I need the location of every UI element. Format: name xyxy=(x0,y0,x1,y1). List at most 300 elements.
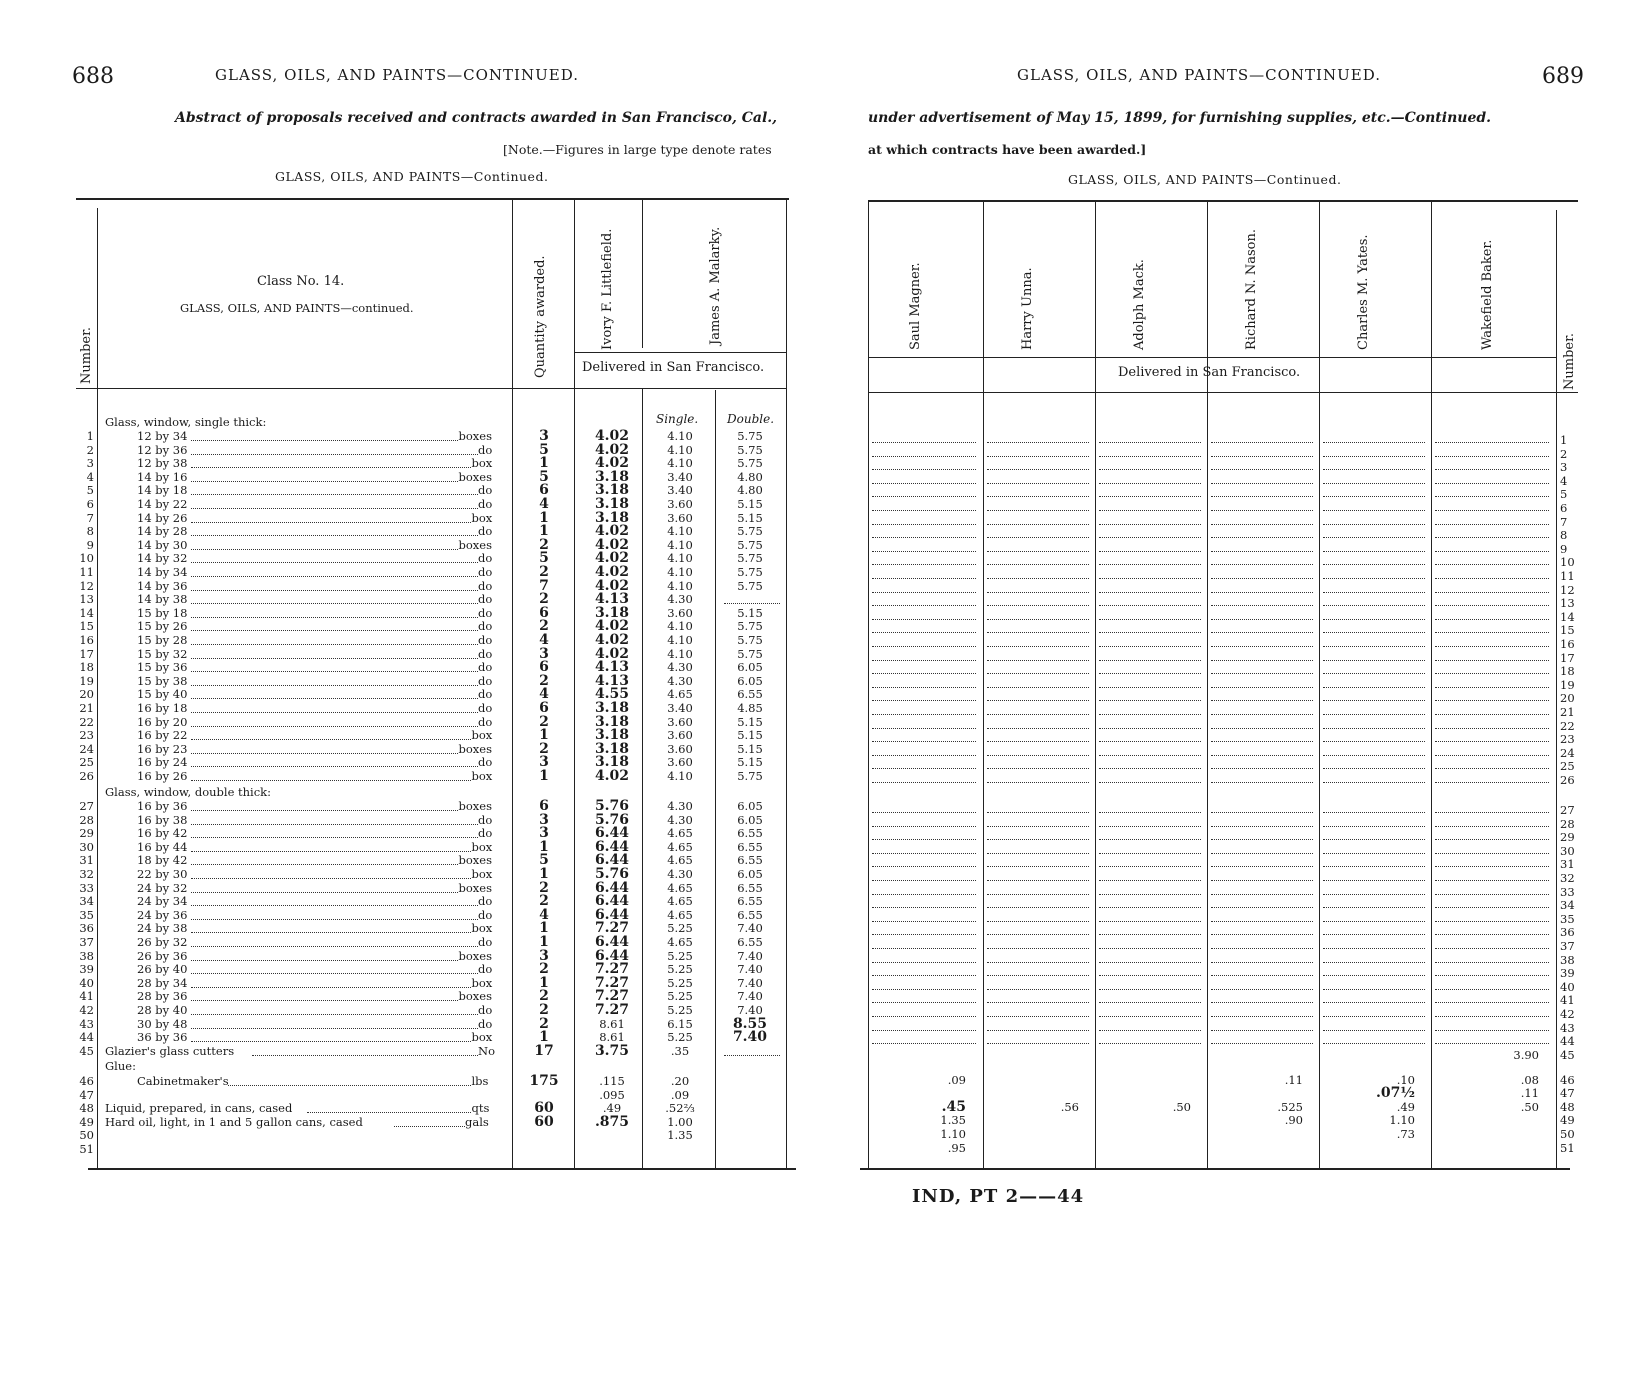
row-single: 4.65 xyxy=(667,907,693,922)
empty-dots xyxy=(1099,962,1201,963)
empty-dots xyxy=(1323,866,1425,867)
empty-dots xyxy=(1099,1016,1201,1017)
row-number: 10 xyxy=(1560,555,1575,570)
leader-dots xyxy=(191,481,459,482)
row-number: 40 xyxy=(1560,979,1575,994)
empty-dots xyxy=(1099,866,1201,867)
empty-dots xyxy=(1435,921,1549,922)
leader-dots xyxy=(191,658,478,659)
empty-dots xyxy=(1435,537,1549,538)
row-littlefield: .49 xyxy=(602,1101,622,1116)
row-single: 4.65 xyxy=(667,853,693,868)
empty-dots xyxy=(1323,934,1425,935)
empty-dots xyxy=(1211,921,1313,922)
empty-dots xyxy=(872,975,976,976)
row-littlefield: 4.13 xyxy=(594,672,630,689)
empty-dots xyxy=(1211,714,1313,715)
empty-dots xyxy=(987,605,1089,606)
row-unit: lbs xyxy=(471,1074,489,1088)
empty-dots xyxy=(872,578,976,579)
row-number: 50 xyxy=(79,1128,94,1143)
bid-value: .49 xyxy=(1396,1099,1415,1114)
row-item: 24 by 32 xyxy=(137,880,188,895)
empty-dots xyxy=(1099,782,1201,783)
row-item: 15 by 36 xyxy=(137,660,188,675)
row-quantity: 60 xyxy=(534,1100,554,1117)
empty-dots xyxy=(1435,700,1549,701)
leader-dots xyxy=(191,603,478,604)
row-number: 30 xyxy=(79,839,94,854)
row-number: 45 xyxy=(79,1043,94,1058)
row-quantity: 2 xyxy=(539,879,549,896)
row-item: 12 by 38 xyxy=(137,456,188,471)
row-unit: do xyxy=(478,633,493,647)
row-number: 13 xyxy=(79,592,94,607)
empty-dots xyxy=(872,1030,976,1031)
row-number: 45 xyxy=(1560,1047,1575,1062)
row-littlefield: 6.44 xyxy=(594,852,630,869)
row-double: 5.75 xyxy=(737,619,763,634)
empty-dots xyxy=(872,839,976,840)
empty-dots xyxy=(1435,907,1549,908)
row-item: 18 by 42 xyxy=(137,853,188,868)
empty-dots xyxy=(872,537,976,538)
row-single: 3.40 xyxy=(667,469,693,484)
row-unit: No xyxy=(478,1043,495,1058)
row-single: 4.10 xyxy=(667,442,693,457)
empty-dots xyxy=(872,456,976,457)
leader-dots xyxy=(191,549,459,550)
row-item: 14 by 22 xyxy=(137,497,188,511)
row-unit: do xyxy=(478,483,493,498)
empty-dots xyxy=(872,660,976,661)
bid-value: .11 xyxy=(1284,1072,1303,1087)
bid-value: .50 xyxy=(1172,1099,1191,1114)
empty-dots xyxy=(872,1043,976,1044)
row-littlefield: 4.02 xyxy=(594,768,630,784)
row-number: 51 xyxy=(1560,1140,1575,1155)
row-double: 6.05 xyxy=(737,660,763,675)
right-col-rule-5 xyxy=(1431,200,1432,1168)
row-number: 7 xyxy=(1560,514,1568,529)
row-single: 3.60 xyxy=(667,605,693,620)
bidder-header: Charles M. Yates. xyxy=(1356,234,1371,350)
empty-dots xyxy=(1099,853,1201,854)
empty-dots xyxy=(1323,632,1425,633)
empty-dots xyxy=(1211,934,1313,935)
row-single: 4.10 xyxy=(667,551,693,566)
empty-dots xyxy=(1323,578,1425,579)
empty-dots xyxy=(1435,456,1549,457)
empty-dots xyxy=(1435,934,1549,935)
row-number: 48 xyxy=(79,1101,94,1116)
row-number: 30 xyxy=(1560,843,1575,858)
left-bottom-rule xyxy=(88,1168,796,1170)
row-quantity: 4 xyxy=(539,632,549,648)
empty-dots xyxy=(1211,673,1313,674)
row-littlefield: 3.18 xyxy=(594,496,630,512)
row-littlefield: 6.44 xyxy=(594,879,630,896)
row-single: 4.65 xyxy=(667,880,693,895)
empty-dots xyxy=(1323,714,1425,715)
row-unit: do xyxy=(478,592,493,607)
row-double: 4.80 xyxy=(737,469,763,484)
empty-dots xyxy=(1435,714,1549,715)
row-double: 5.75 xyxy=(737,456,763,471)
empty-dots xyxy=(1435,989,1549,990)
leader-dots xyxy=(191,562,478,563)
row-unit: box xyxy=(471,839,493,854)
empty-dots xyxy=(1435,605,1549,606)
row-single: 3.60 xyxy=(667,741,693,756)
row-item: 30 by 48 xyxy=(137,1016,188,1031)
row-number: 17 xyxy=(1560,650,1575,665)
empty-dots xyxy=(987,812,1089,813)
row-double: 7.40 xyxy=(737,921,763,936)
row-number: 8 xyxy=(1560,528,1568,543)
row-single: 4.10 xyxy=(667,565,693,579)
empty-dots xyxy=(1099,632,1201,633)
bidder-header: Saul Magner. xyxy=(908,262,923,350)
empty-dots xyxy=(1099,537,1201,538)
row-number: 6 xyxy=(86,497,94,511)
empty-dots xyxy=(1323,755,1425,756)
row-quantity: 1 xyxy=(539,509,549,526)
row-number: 22 xyxy=(79,714,94,729)
empty-dots xyxy=(987,673,1089,674)
row-unit: do xyxy=(478,1003,493,1017)
class-label: Class No. 14. xyxy=(257,274,345,289)
empty-dots xyxy=(1435,880,1549,881)
row-unit: boxes xyxy=(458,799,492,813)
left-col-rule-4b xyxy=(642,388,643,1168)
empty-dots xyxy=(1435,510,1549,511)
row-quantity: 175 xyxy=(529,1073,559,1089)
empty-dots xyxy=(872,687,976,688)
row-double: 5.15 xyxy=(737,714,763,729)
row-single: 3.60 xyxy=(667,728,693,743)
row-littlefield: 3.18 xyxy=(594,713,630,730)
row-number: 27 xyxy=(1560,803,1575,817)
empty-dots xyxy=(987,768,1089,769)
empty-dots xyxy=(1211,728,1313,729)
leader-dots xyxy=(191,467,472,468)
empty-dots xyxy=(1435,592,1549,593)
row-number: 36 xyxy=(1560,925,1575,940)
row-single: 4.10 xyxy=(667,429,693,443)
empty-dots xyxy=(1211,1016,1313,1017)
empty-dots xyxy=(987,592,1089,593)
row-number: 18 xyxy=(79,660,94,675)
row-single: 4.65 xyxy=(667,687,693,702)
row-number: 51 xyxy=(79,1142,94,1156)
empty-dots xyxy=(872,1002,976,1003)
row-single: 4.30 xyxy=(667,660,693,675)
row-double: 5.15 xyxy=(737,605,763,620)
row-unit: boxes xyxy=(458,537,492,552)
left-top-rule xyxy=(76,198,789,200)
row-number: 16 xyxy=(79,633,94,647)
empty-dots xyxy=(1099,812,1201,813)
row-item: 15 by 18 xyxy=(137,605,188,620)
row-quantity: 2 xyxy=(539,713,549,730)
empty-dots xyxy=(1435,483,1549,484)
empty-dots xyxy=(1435,524,1549,525)
row-unit: boxes xyxy=(458,469,492,484)
empty-dots xyxy=(1211,456,1313,457)
row-number: 29 xyxy=(1560,830,1575,845)
row-number: 12 xyxy=(1560,582,1575,597)
empty-dots xyxy=(872,673,976,674)
row-unit: box xyxy=(471,728,493,743)
row-item: 24 by 36 xyxy=(137,907,188,922)
empty-dots xyxy=(987,700,1089,701)
empty-dots xyxy=(1099,934,1201,935)
row-single: 3.60 xyxy=(667,755,693,770)
row-number: 17 xyxy=(79,646,94,661)
empty-dots xyxy=(1211,578,1313,579)
row-number: 39 xyxy=(79,962,94,977)
empty-dots xyxy=(1211,496,1313,497)
row-number: 11 xyxy=(1560,569,1575,583)
empty-dots xyxy=(987,839,1089,840)
empty-dots xyxy=(1211,537,1313,538)
empty-dots xyxy=(1099,483,1201,484)
empty-dots xyxy=(1323,564,1425,565)
leader-dots xyxy=(191,712,478,713)
empty-dots xyxy=(872,989,976,990)
empty-dots xyxy=(987,646,1089,647)
row-number: 43 xyxy=(1560,1020,1575,1035)
row-number: 9 xyxy=(1560,541,1568,556)
row-littlefield: 6.44 xyxy=(594,838,630,855)
row-quantity: 1 xyxy=(539,934,549,950)
leader-dots xyxy=(191,671,478,672)
group-heading: Glass, window, single thick: xyxy=(105,415,267,429)
row-single: 4.30 xyxy=(667,799,693,813)
row-littlefield: 4.13 xyxy=(594,659,630,676)
right-col-rule-0 xyxy=(868,200,869,1168)
row-item: 16 by 22 xyxy=(137,728,188,743)
empty-dots xyxy=(1211,592,1313,593)
row-item: 14 by 28 xyxy=(137,524,188,539)
row-double: 5.75 xyxy=(737,429,763,443)
row-single: 5.25 xyxy=(667,921,693,936)
empty-dots xyxy=(1099,687,1201,688)
row-number: 12 xyxy=(79,578,94,593)
row-number: 1 xyxy=(86,429,94,443)
row-littlefield: 5.76 xyxy=(594,798,630,814)
leader-dots xyxy=(191,535,478,536)
empty-dots xyxy=(872,496,976,497)
leader-dots xyxy=(191,617,478,618)
row-item: 26 by 32 xyxy=(137,935,188,949)
bidder-littlefield: Ivory F. Littlefield. xyxy=(600,228,615,350)
leader-dots xyxy=(191,630,478,631)
row-quantity: 3 xyxy=(539,811,549,828)
bid-value: .90 xyxy=(1284,1113,1303,1128)
empty-dots xyxy=(1435,1043,1549,1044)
row-double: 5.75 xyxy=(737,442,763,457)
row-quantity: 1 xyxy=(539,455,549,472)
number-header-left: Number. xyxy=(79,326,94,384)
bid-value: .07½ xyxy=(1376,1085,1415,1102)
row-double: 5.75 xyxy=(737,633,763,647)
row-number: 49 xyxy=(1560,1113,1575,1128)
row-unit: boxes xyxy=(458,880,492,895)
delivered-left: Delivered in San Francisco. xyxy=(582,360,765,375)
row-quantity: 2 xyxy=(539,893,549,910)
row-littlefield: 4.02 xyxy=(594,618,630,635)
row-quantity: 4 xyxy=(539,906,549,923)
empty-dots xyxy=(1211,948,1313,949)
empty-dots xyxy=(1323,826,1425,827)
leader-dots xyxy=(191,892,459,893)
row-number: 48 xyxy=(1560,1099,1575,1114)
row-littlefield: 4.02 xyxy=(594,645,630,662)
empty-dots xyxy=(1323,948,1425,949)
row-single: 5.25 xyxy=(667,1003,693,1017)
empty-dots xyxy=(1099,921,1201,922)
row-single: 5.25 xyxy=(667,975,693,990)
bidder-header: Adolph Mack. xyxy=(1132,259,1147,350)
row-unit: boxes xyxy=(458,989,492,1004)
row-double: 5.15 xyxy=(737,741,763,756)
row-item: Liquid, prepared, in cans, cased xyxy=(105,1101,293,1116)
row-quantity: 7 xyxy=(539,577,549,594)
row-single: 5.25 xyxy=(667,1030,693,1045)
empty-dots xyxy=(1323,687,1425,688)
empty-dots xyxy=(872,469,976,470)
row-littlefield: 7.27 xyxy=(594,974,630,991)
row-number: 26 xyxy=(79,769,94,783)
row-item: 16 by 24 xyxy=(137,755,188,770)
empty-dots xyxy=(987,619,1089,620)
row-number: 41 xyxy=(79,989,94,1004)
empty-dots xyxy=(872,700,976,701)
empty-dots xyxy=(1099,700,1201,701)
number-header-right: Number. xyxy=(1562,332,1577,390)
row-number: 41 xyxy=(1560,993,1575,1008)
empty-dots xyxy=(987,934,1089,935)
row-number: 44 xyxy=(1560,1034,1575,1049)
row-littlefield: 8.61 xyxy=(599,1016,625,1031)
row-item: 16 by 23 xyxy=(137,741,188,756)
empty-dots xyxy=(987,853,1089,854)
empty-dots xyxy=(1435,853,1549,854)
page-footer: IND, PT 2——44 xyxy=(912,1186,1085,1207)
row-quantity: 6 xyxy=(539,798,549,814)
running-title-right: GLASS, OILS, AND PAINTS—CONTINUED. xyxy=(1017,66,1381,84)
row-unit: box xyxy=(471,921,493,936)
empty-dots xyxy=(1211,826,1313,827)
empty-dots xyxy=(872,962,976,963)
row-item: 26 by 36 xyxy=(137,948,188,963)
row-quantity: 3 xyxy=(539,645,549,662)
row-unit: box xyxy=(471,1030,493,1045)
leader-dots xyxy=(191,851,472,852)
empty-dots xyxy=(872,894,976,895)
empty-dots xyxy=(1099,510,1201,511)
row-single: 4.65 xyxy=(667,826,693,841)
leader-dots xyxy=(191,522,472,523)
row-quantity: 2 xyxy=(539,591,549,608)
row-littlefield: 4.02 xyxy=(594,428,630,444)
empty-dots xyxy=(1323,975,1425,976)
row-number: 7 xyxy=(86,510,94,525)
empty-dots xyxy=(1435,632,1549,633)
row-single: 4.10 xyxy=(667,646,693,661)
row-number: 15 xyxy=(1560,623,1575,638)
left-col-rule-3 xyxy=(574,198,575,1168)
empty-dots xyxy=(872,592,976,593)
empty-dots xyxy=(872,714,976,715)
row-single: 3.60 xyxy=(667,497,693,511)
row-quantity: 4 xyxy=(539,686,549,703)
row-littlefield: 6.44 xyxy=(594,906,630,923)
empty-dots xyxy=(987,921,1089,922)
empty-dots xyxy=(1211,442,1313,443)
row-quantity: 60 xyxy=(534,1113,554,1130)
row-littlefield: 3.18 xyxy=(594,727,630,744)
row-number: 6 xyxy=(1560,501,1568,515)
empty-dots xyxy=(872,934,976,935)
row-littlefield: 5.76 xyxy=(594,811,630,828)
row-number: 37 xyxy=(79,935,94,949)
empty-dots xyxy=(1099,989,1201,990)
empty-dots xyxy=(1211,1002,1313,1003)
row-number: 28 xyxy=(1560,816,1575,831)
row-number: 46 xyxy=(79,1074,94,1088)
row-single: 4.10 xyxy=(667,619,693,634)
row-littlefield: .095 xyxy=(599,1087,625,1102)
row-item: 12 by 36 xyxy=(137,442,188,457)
empty-dots xyxy=(1211,483,1313,484)
leader-dots xyxy=(191,454,478,455)
leader-dots xyxy=(191,753,459,754)
row-unit: do xyxy=(478,524,493,539)
empty-dots xyxy=(1099,469,1201,470)
row-number: 23 xyxy=(79,728,94,743)
row-number: 1 xyxy=(1560,433,1568,447)
empty-dots xyxy=(1435,812,1549,813)
empty-dots xyxy=(1099,975,1201,976)
empty-dots xyxy=(987,537,1089,538)
empty-dots xyxy=(1435,728,1549,729)
empty-dots xyxy=(987,564,1089,565)
row-single: .09 xyxy=(670,1087,690,1102)
left-delivered-rule-top xyxy=(574,352,786,353)
empty-dots xyxy=(1099,728,1201,729)
row-item: 28 by 40 xyxy=(137,1003,188,1017)
row-quantity: 1 xyxy=(539,920,549,937)
empty-dots xyxy=(1323,605,1425,606)
empty-dots xyxy=(1099,524,1201,525)
row-number: 13 xyxy=(1560,596,1575,611)
empty-dots xyxy=(1323,768,1425,769)
row-quantity: 4 xyxy=(539,496,549,512)
empty-dots xyxy=(1211,880,1313,881)
row-unit: do xyxy=(478,907,493,922)
leader-dots xyxy=(191,1014,478,1015)
bid-value: .95 xyxy=(947,1140,966,1155)
double-label: Double. xyxy=(727,412,775,426)
empty-dots xyxy=(1435,660,1549,661)
leader-dots xyxy=(191,780,472,781)
row-unit: do xyxy=(478,894,493,909)
empty-dots xyxy=(872,564,976,565)
leader-dots xyxy=(191,440,459,441)
